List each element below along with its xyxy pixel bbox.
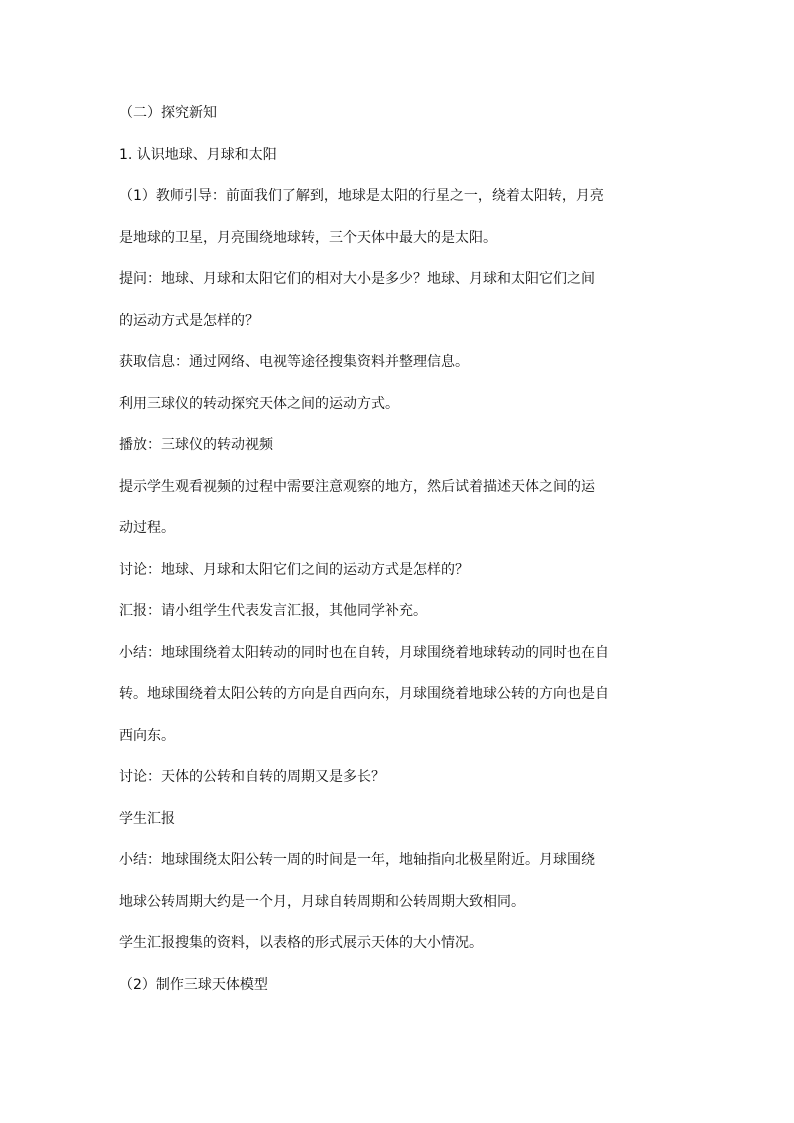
- text-line: 学生汇报搜集的资料，以表格的形式展示天体的大小情况。: [119, 935, 483, 951]
- text-line: 是地球的卫星，月亮围绕地球转，三个天体中最大的是太阳。: [119, 229, 497, 246]
- text-line: 讨论：天体的公转和自转的周期又是多长？: [119, 769, 385, 785]
- section-heading: （二）探究新知: [119, 105, 217, 121]
- text-line: 地球公转周期大约是一个月，月球自转周期和公转周期大致相同。: [119, 893, 525, 910]
- text-line: 西向东。: [119, 727, 175, 744]
- text-line: 学生汇报: [119, 810, 175, 827]
- text-line: 转。地球围绕着太阳公转的方向是自西向东，月球围绕着地球公转的方向也是自: [119, 686, 609, 702]
- subsection-heading: （2）制作三球天体模型: [119, 976, 268, 993]
- text-line: 动过程。: [119, 520, 175, 536]
- text-line: 提问：地球、月球和太阳它们的相对大小是多少？地球、月球和太阳它们之间: [119, 271, 595, 287]
- text-line: 播放：三球仪的转动视频: [119, 437, 273, 453]
- text-line: 提示学生观看视频的过程中需要注意观察的地方，然后试着描述天体之间的运: [119, 478, 595, 495]
- document-body: [119, 103, 679, 1016]
- text-line: 获取信息：通过网络、电视等途径搜集资料并整理信息。: [119, 354, 469, 370]
- text-line: （1）教师引导：前面我们了解到，地球是太阳的行星之一，绕着太阳转，月亮: [119, 188, 604, 204]
- text-line: 小结：地球围绕太阳公转一周的时间是一年，地轴指向北极星附近。月球围绕: [119, 852, 595, 868]
- text-line: 利用三球仪的转动探究天体之间的运动方式。: [119, 395, 399, 412]
- text-line: 小结：地球围绕着太阳转动的同时也在自转，月球围绕着地球转动的同时也在自: [119, 644, 609, 661]
- text-line: 的运动方式是怎样的？: [119, 312, 259, 329]
- text-line: 汇报：请小组学生代表发言汇报，其他同学补充。: [119, 603, 427, 619]
- subsection-heading: 1. 认识地球、月球和太阳: [119, 146, 277, 163]
- text-line: 讨论：地球、月球和太阳它们之间的运动方式是怎样的？: [119, 561, 469, 578]
